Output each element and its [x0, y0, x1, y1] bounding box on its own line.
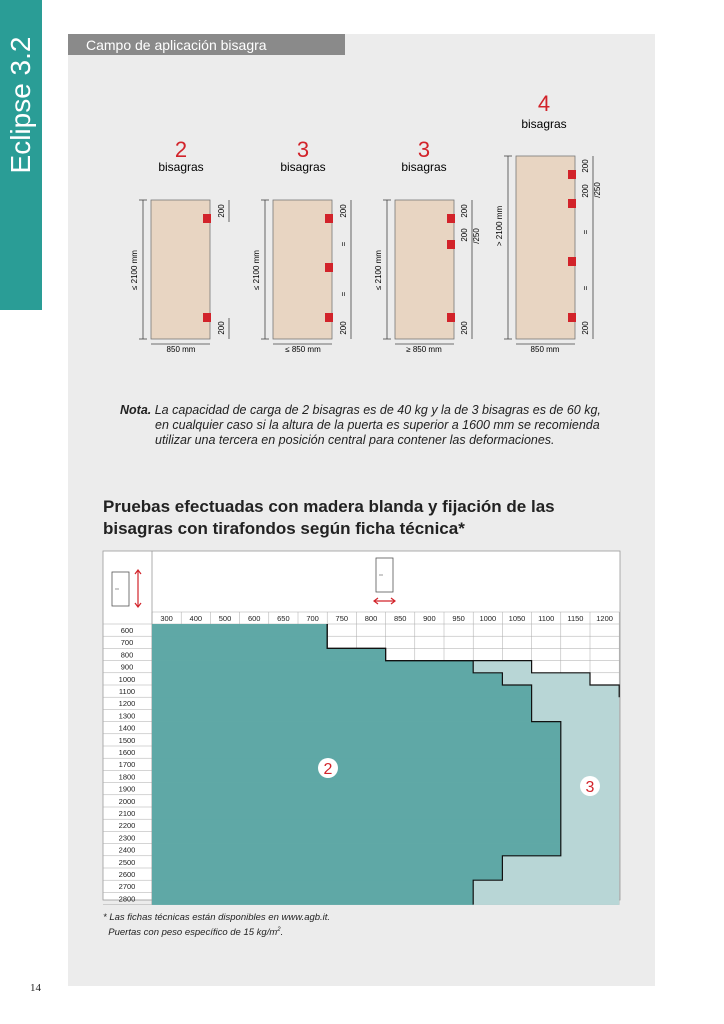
dimension-width: ≥ 850 mm — [406, 345, 442, 354]
zone-label: 2 — [323, 761, 333, 778]
footnote — [103, 912, 330, 939]
width-tick-label: 1100 — [538, 614, 555, 623]
footnote-line-2 — [103, 924, 330, 939]
zone-2-row — [152, 673, 502, 686]
dimension-height: ≤ 2100 mm — [130, 250, 139, 290]
zone-2-row — [152, 746, 561, 759]
diagram-count: 4 — [537, 91, 551, 116]
height-tick-label: 1000 — [118, 674, 136, 684]
note-line-2: en cualquier caso si la altura de la puerta es superior a 1600 mm se recomienda — [155, 418, 600, 432]
dimension-label: 200 — [339, 321, 348, 335]
zone-2-row — [152, 844, 561, 857]
dimension-height: ≤ 2100 mm — [374, 250, 383, 290]
dimension-label: = — [581, 229, 590, 235]
width-tick-label: 800 — [364, 614, 378, 623]
heading-line-2: bisagras con tirafondos según ficha técnica* — [103, 519, 465, 538]
width-tick-label: 600 — [247, 614, 261, 623]
width-tick-label: 300 — [160, 614, 173, 623]
dimension-label: = — [339, 291, 348, 297]
width-tick-label: 900 — [423, 614, 436, 623]
footnote-text: Puertas con peso específico de 15 kg/m — [108, 927, 278, 939]
width-tick-label: 950 — [452, 614, 465, 623]
dimension-label: 200 — [581, 184, 590, 198]
dimension-width: 850 mm — [166, 345, 196, 354]
diagram-word: bisagras — [401, 160, 447, 174]
dimension-height: > 2100 mm — [495, 205, 504, 247]
diagram-word: bisagras — [280, 160, 326, 174]
dimension-label: 200 — [217, 321, 226, 335]
diagram-count: 2 — [174, 137, 188, 162]
footnote-line-1: * Las fichas técnicas están disponibles en www.agb.it. — [103, 912, 331, 923]
zone-2-row — [152, 624, 327, 637]
height-tick-label: 1600 — [118, 748, 136, 757]
dimension-height: ≤ 2100 mm — [252, 250, 261, 290]
door-height-icon — [112, 572, 129, 606]
height-tick-label: 2800 — [118, 894, 136, 904]
dimension-label: 200 — [581, 321, 590, 335]
note-label: Nota. — [120, 403, 152, 417]
diagram-word: bisagras — [158, 160, 204, 174]
width-tick-label: 850 — [393, 614, 407, 623]
note-line-3: utilizar una tercera en posición central para contener las deformaciones. — [155, 433, 555, 447]
diagram-word: bisagras — [521, 117, 567, 131]
width-tick-label: 1200 — [596, 614, 613, 623]
height-tick-label: 2400 — [118, 845, 136, 855]
height-tick-label: 2600 — [118, 870, 136, 879]
height-tick-label: 1200 — [118, 699, 136, 709]
height-tick-label: 700 — [120, 638, 134, 648]
width-tick-label: 750 — [335, 614, 349, 623]
dimension-label: 200 — [460, 228, 469, 242]
width-tick-label: 1050 — [508, 614, 526, 623]
section-title: Campo de aplicación bisagra — [86, 37, 267, 53]
height-tick-label: 2000 — [118, 796, 136, 806]
zone-2-row — [152, 880, 473, 893]
height-tick-label: 1800 — [118, 772, 136, 782]
dimension-label: /250 — [593, 182, 602, 198]
diagram-count: 3 — [417, 137, 431, 162]
zone-2-row — [152, 697, 532, 710]
zone-2-row — [152, 807, 561, 820]
height-tick-label: 1900 — [118, 784, 136, 794]
height-tick-label: 1500 — [118, 735, 136, 745]
heading-line-1: Pruebas efectuadas con madera blanda y fijación de las — [103, 497, 555, 516]
zone-2-row — [152, 892, 473, 905]
width-tick-label: 1000 — [479, 614, 497, 623]
height-tick-label: 2100 — [118, 809, 136, 818]
dimension-label: 200 — [581, 159, 590, 173]
diagram-count: 3 — [296, 137, 310, 162]
zone-2-row — [152, 722, 561, 735]
dimension-label: 200 — [339, 204, 348, 218]
width-tick-label: 1150 — [567, 614, 584, 623]
dimension-label: = — [581, 285, 590, 291]
height-tick-label: 2700 — [118, 882, 136, 892]
zone-2-row — [152, 831, 561, 844]
note-text-1: La capacidad de carga de 2 bisagras es de 40 kg y la de 3 bisagras es de 60 kg, — [154, 403, 601, 417]
height-tick-label: 2300 — [118, 833, 136, 843]
zone-2-row — [152, 709, 532, 722]
height-tick-label: 2500 — [118, 857, 136, 867]
height-tick-label: 1300 — [118, 711, 136, 721]
footnote-end: . — [280, 927, 284, 939]
page-number: 14 — [30, 982, 41, 994]
height-tick-label: 1700 — [118, 760, 136, 770]
zone-2-row — [152, 856, 502, 869]
zone-2-row — [152, 685, 532, 698]
dimension-label: 200 — [217, 204, 226, 218]
door-width-icon — [376, 558, 393, 592]
width-tick-label: 650 — [277, 614, 290, 623]
zone-2-row — [152, 819, 561, 832]
zone-2-row — [152, 661, 473, 674]
zone-2-row — [152, 636, 327, 649]
zone-2-row — [152, 648, 386, 661]
zone-2-row — [152, 783, 561, 796]
width-tick-label: 700 — [306, 614, 319, 623]
width-tick-label: 400 — [189, 614, 203, 623]
height-tick-label: 900 — [120, 662, 134, 672]
height-tick-label: 600 — [120, 626, 134, 635]
dimension-label: 200 — [460, 204, 469, 218]
height-tick-label: 1400 — [118, 723, 136, 733]
zone-2-row — [152, 795, 561, 808]
dimension-label: = — [339, 241, 348, 247]
height-tick-label: 800 — [120, 650, 134, 660]
dimension-width: ≤ 850 mm — [285, 345, 321, 354]
zone-label: 3 — [585, 779, 595, 796]
dimension-width: 850 mm — [530, 345, 560, 354]
height-tick-label: 2200 — [118, 821, 136, 831]
width-tick-label: 500 — [218, 614, 232, 623]
dimension-label: /250 — [472, 228, 481, 244]
zone-2-row — [152, 758, 561, 771]
section-tab-label: Eclipse 3.2 — [5, 36, 36, 174]
height-tick-label: 1100 — [118, 687, 136, 696]
zone-2-row — [152, 770, 561, 783]
zone-2-row — [152, 734, 561, 747]
footnote-sup: 2 — [277, 927, 281, 933]
dimension-label: 200 — [460, 321, 469, 335]
zone-2-row — [152, 868, 502, 881]
